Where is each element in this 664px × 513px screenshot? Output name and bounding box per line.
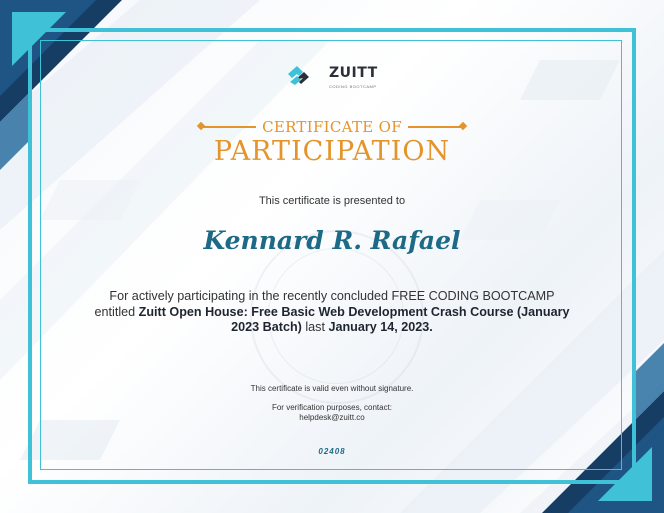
participation-heading: PARTICIPATION (213, 136, 451, 167)
verification-block (0, 403, 664, 423)
brand-tagline: CODING BOOTCAMP (329, 84, 377, 89)
recipient-name: Kennard R. Rafael (203, 226, 461, 255)
validity-note: This certificate is valid even without signature. (250, 384, 414, 393)
certificate-body (92, 289, 572, 336)
presented-to-text: This certificate is presented to (258, 195, 406, 207)
serial-number: 02408 (318, 447, 346, 456)
brand-name: ZUITT (329, 65, 378, 81)
verification-label: For verification purposes, contact: (271, 403, 393, 412)
verification-email: helpdesk@zuitt.co (299, 413, 365, 422)
event-date: January 14, 2023. (328, 320, 433, 334)
body-intro: For actively participating in the recently concluded FREE CODING BOOTCAMP entitled (94, 289, 555, 319)
certificate-of-row (196, 118, 468, 136)
body-connector: last (301, 320, 329, 334)
certificate-of-heading: CERTIFICATE OF (262, 118, 402, 136)
event-title: Zuitt Open House: Free Basic Web Development Crash Course (January 2023 Batch) (138, 304, 570, 334)
